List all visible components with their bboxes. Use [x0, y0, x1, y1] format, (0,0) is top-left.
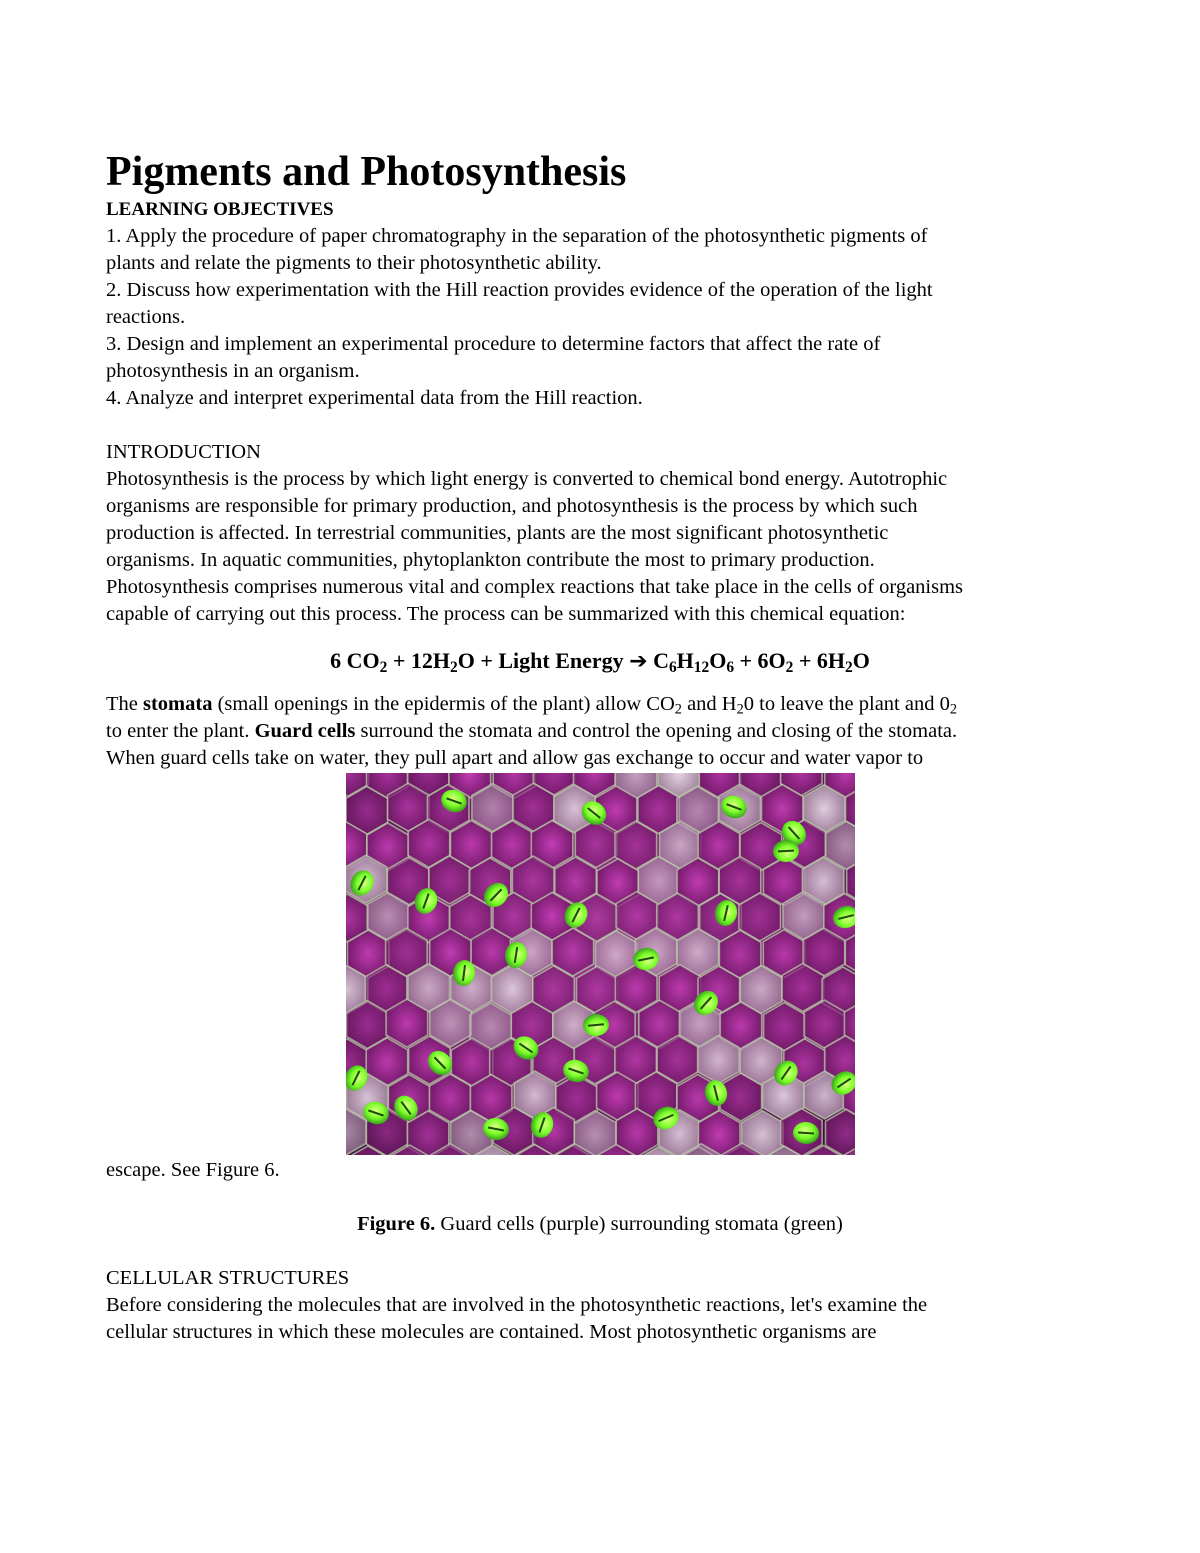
- stomata-line-end: escape. See Figure 6.: [106, 1159, 280, 1181]
- figure-6-image: [346, 773, 855, 1155]
- objective-line: 3. Design and implement an experimental procedure to determine factors that affect the rate of: [106, 333, 881, 355]
- introduction-line: organisms are responsible for primary production, and photosynthesis is the process by which such: [106, 495, 918, 517]
- guard-cells-term: Guard cells: [254, 720, 356, 742]
- introduction-line: Photosynthesis comprises numerous vital and complex reactions that take place in the cells of organisms: [106, 576, 964, 598]
- objective-line: plants and relate the pigments to their photosynthetic ability.: [106, 252, 602, 274]
- stomata-line: The stomata (small openings in the epidermis of the plant) allow $CO_2$ and $H_20$ to leave the plant and $0_2$: [106, 693, 958, 718]
- introduction-section: [106, 439, 1106, 628]
- cellular-line: cellular structures in which these molecules are contained. Most photosynthetic organisms are: [106, 1321, 877, 1343]
- figure-label: Figure 6.: [357, 1213, 436, 1235]
- learning-objectives-section: [106, 196, 1106, 412]
- objective-line: 1. Apply the procedure of paper chromatography in the separation of the photosynthetic pigments of: [106, 225, 928, 247]
- objective-line: 2. Discuss how experimentation with the Hill reaction provides evidence of the operation of the light: [106, 279, 933, 301]
- objectives-heading: LEARNING OBJECTIVES: [106, 199, 334, 220]
- stomata-line: When guard cells take on water, they pull apart and allow gas exchange to occur and water vapor to: [106, 747, 924, 769]
- objective-line: reactions.: [106, 306, 186, 328]
- stomata-paragraph: [106, 691, 1106, 772]
- figure-6-caption: Figure 6. Guard cells (purple) surrounding stomata (green): [357, 1213, 843, 1235]
- arrow-icon: ➔: [629, 649, 648, 674]
- introduction-line: production is affected. In terrestrial communities, plants are the most significant photosynthetic: [106, 522, 889, 544]
- photosynthesis-equation: 6 $CO_2 + 12H_2O$ + Light Energy ➔ $C_6H_{12}O_6 + 6O_2 + 6H_2O$: [330, 648, 870, 676]
- stomata-line: to enter the plant. Guard cells surround the stomata and control the opening and closing of the stomata.: [106, 720, 958, 742]
- document-body: [106, 148, 1106, 1346]
- introduction-line: capable of carrying out this process. The process can be summarized with this chemical equation:: [106, 603, 906, 625]
- objective-line: photosynthesis in an organism.: [106, 360, 360, 382]
- stomata-term: stomata: [143, 693, 213, 715]
- objective-line: 4. Analyze and interpret experimental data from the Hill reaction.: [106, 387, 643, 409]
- introduction-heading: INTRODUCTION: [106, 441, 261, 463]
- cellular-line: Before considering the molecules that are involved in the photosynthetic reactions, let's examine the: [106, 1294, 928, 1316]
- page-title: Pigments and Photosynthesis: [106, 149, 627, 195]
- cellular-structures-section: [106, 1265, 1106, 1346]
- introduction-line: organisms. In aquatic communities, phytoplankton contribute the most to primary production.: [106, 549, 875, 571]
- cellular-heading: CELLULAR STRUCTURES: [106, 1267, 350, 1289]
- introduction-line: Photosynthesis is the process by which light energy is converted to chemical bond energy. Autotrophic: [106, 468, 948, 490]
